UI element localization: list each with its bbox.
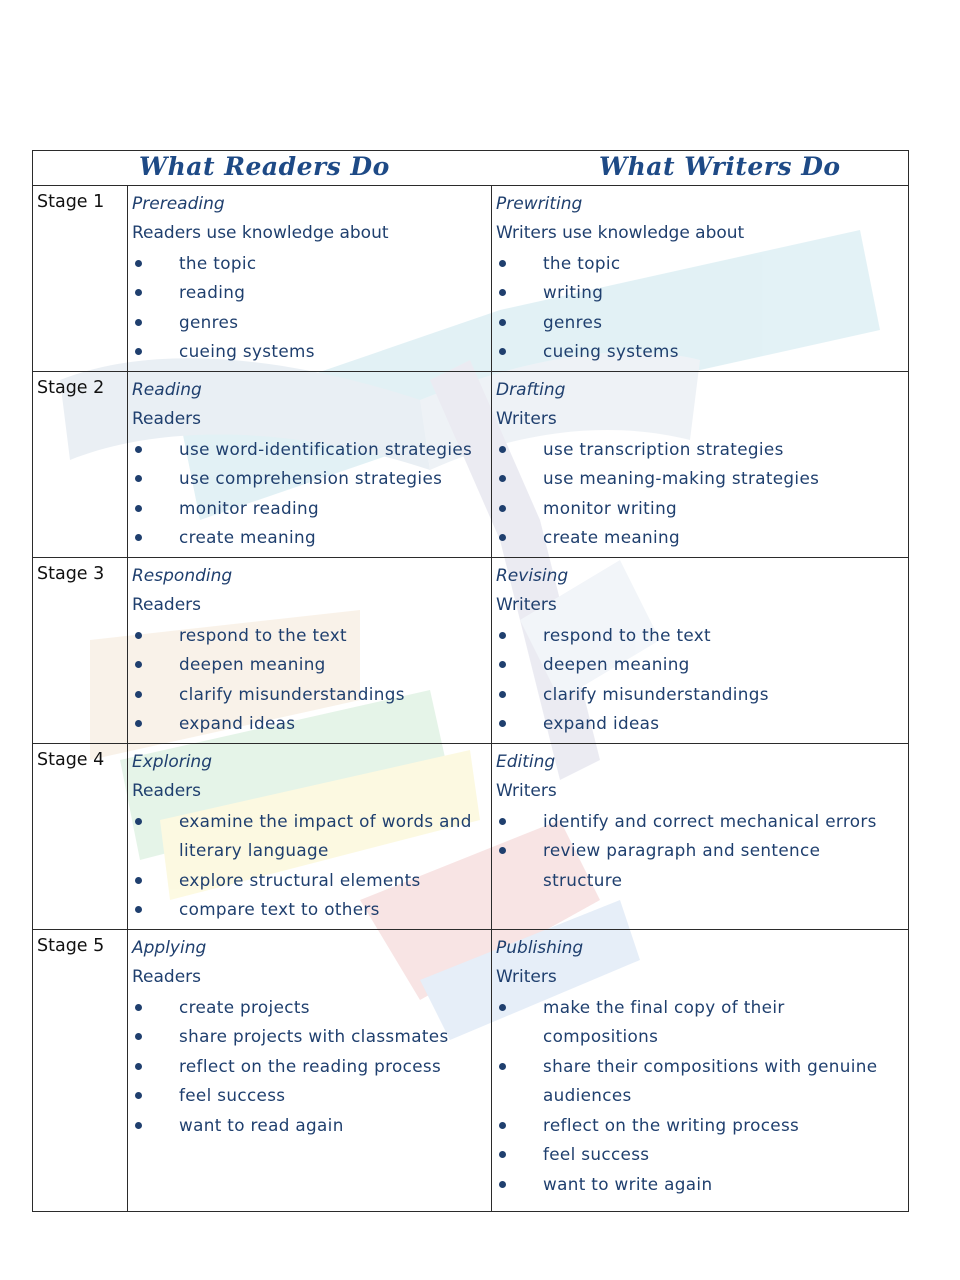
readers-intro: Readers use knowledge about [132, 223, 389, 243]
list-item: writing [496, 278, 904, 308]
readers-column-title: What Readers Do [139, 152, 390, 181]
header-row [33, 151, 909, 186]
readers-list [132, 993, 487, 1141]
readers-intro: Readers [132, 409, 202, 429]
writers-list [496, 807, 904, 896]
readers-phase-title: Exploring [132, 752, 212, 772]
writers-phase-title: Publishing [496, 938, 584, 958]
stage-label: Stage 2 [33, 372, 128, 558]
writers-cell [492, 558, 909, 744]
header-cell [33, 151, 909, 186]
list-item: use word-identification strategies [132, 435, 487, 465]
list-item: feel success [132, 1081, 487, 1111]
list-item: expand ideas [496, 709, 904, 739]
stage-label: Stage 5 [33, 930, 128, 1212]
readers-cell [128, 372, 492, 558]
writers-column-title: What Writers Do [599, 152, 841, 181]
writers-phase-title: Drafting [496, 380, 566, 400]
list-item: explore structural elements [132, 866, 487, 896]
list-item: monitor writing [496, 494, 904, 524]
readers-list [132, 807, 487, 925]
writers-intro: Writers [496, 409, 557, 429]
list-item: examine the impact of words and literary language [132, 807, 487, 866]
list-item: create meaning [496, 523, 904, 553]
readers-intro: Readers [132, 781, 202, 801]
readers-list [132, 435, 487, 553]
readers-cell [128, 744, 492, 930]
writers-phase-title: Prewriting [496, 194, 583, 214]
readers-intro: Readers [132, 967, 202, 987]
writers-list [496, 621, 904, 739]
list-item: identify and correct mechanical errors [496, 807, 904, 837]
list-item: compare text to others [132, 895, 487, 925]
list-item: the topic [132, 249, 487, 279]
readers-list [132, 249, 487, 367]
readers-phase-title: Responding [132, 566, 233, 586]
stage-label: Stage 1 [33, 186, 128, 372]
writers-intro: Writers [496, 967, 557, 987]
stage-row [33, 186, 909, 372]
writers-cell [492, 930, 909, 1212]
list-item: use transcription strategies [496, 435, 904, 465]
writers-cell [492, 186, 909, 372]
list-item: genres [496, 308, 904, 338]
list-item: share projects with classmates [132, 1022, 487, 1052]
list-item: respond to the text [132, 621, 487, 651]
list-item: use comprehension strategies [132, 464, 487, 494]
writers-phase-title: Revising [496, 566, 569, 586]
list-item: cueing systems [496, 337, 904, 367]
readers-intro: Readers [132, 595, 202, 615]
readers-cell [128, 930, 492, 1212]
stage-label: Stage 4 [33, 744, 128, 930]
readers-phase-title: Prereading [132, 194, 225, 214]
readers-phase-title: Applying [132, 938, 207, 958]
stage-row [33, 744, 909, 930]
writers-list [496, 249, 904, 367]
readers-cell [128, 558, 492, 744]
list-item: clarify misunderstandings [132, 680, 487, 710]
list-item: deepen meaning [132, 650, 487, 680]
list-item: use meaning-making strategies [496, 464, 904, 494]
list-item: expand ideas [132, 709, 487, 739]
list-item: reflect on the reading process [132, 1052, 487, 1082]
readers-phase-title: Reading [132, 380, 202, 400]
writers-cell [492, 372, 909, 558]
list-item: the topic [496, 249, 904, 279]
writers-cell [492, 744, 909, 930]
writers-intro: Writers use knowledge about [496, 223, 745, 243]
list-item: create projects [132, 993, 487, 1023]
reading-writing-process-table [32, 150, 909, 1212]
list-item: review paragraph and sentence structure [496, 836, 904, 895]
list-item: create meaning [132, 523, 487, 553]
list-item: want to read again [132, 1111, 487, 1141]
list-item: want to write again [496, 1170, 904, 1200]
stage-row [33, 372, 909, 558]
list-item: clarify misunderstandings [496, 680, 904, 710]
list-item: make the final copy of their compositions [496, 993, 904, 1052]
writers-phase-title: Editing [496, 752, 556, 772]
readers-cell [128, 186, 492, 372]
writers-list [496, 993, 904, 1200]
list-item: monitor reading [132, 494, 487, 524]
stage-label: Stage 3 [33, 558, 128, 744]
list-item: reflect on the writing process [496, 1111, 904, 1141]
list-item: respond to the text [496, 621, 904, 651]
list-item: reading [132, 278, 487, 308]
writers-list [496, 435, 904, 553]
list-item: share their compositions with genuine audiences [496, 1052, 904, 1111]
stage-row [33, 930, 909, 1212]
list-item: genres [132, 308, 487, 338]
list-item: cueing systems [132, 337, 487, 367]
list-item: feel success [496, 1140, 904, 1170]
writers-intro: Writers [496, 595, 557, 615]
writers-intro: Writers [496, 781, 557, 801]
stage-row [33, 558, 909, 744]
list-item: deepen meaning [496, 650, 904, 680]
readers-list [132, 621, 487, 739]
